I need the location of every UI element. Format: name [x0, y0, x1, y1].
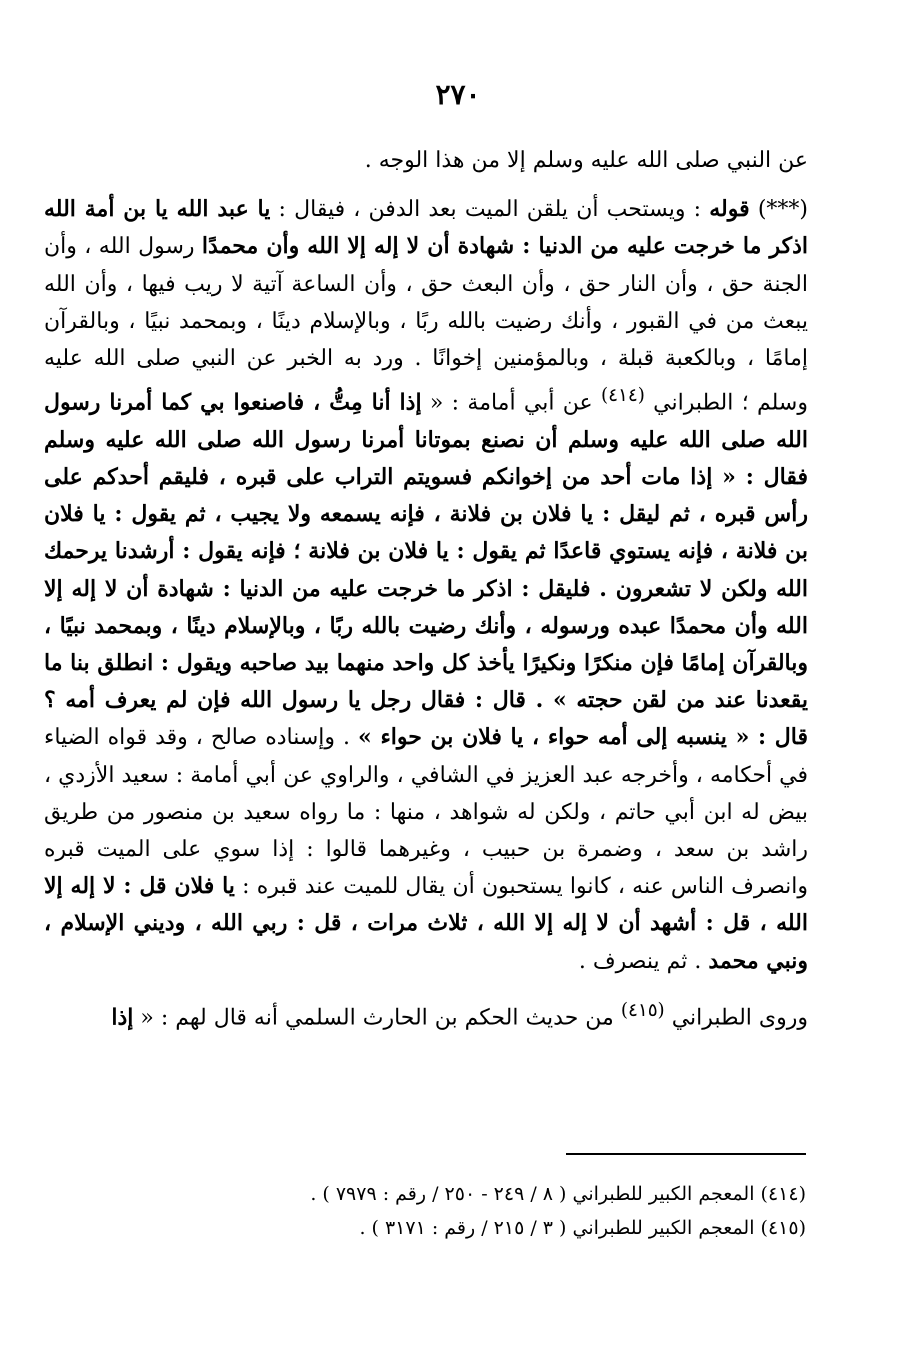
paragraph	[44, 992, 808, 1037]
footnotes	[150, 1177, 806, 1245]
text-run: من حديث الحكم بن الحارث السلمي أنه قال لهم : «	[133, 1005, 621, 1031]
bold-text-run: قوله	[709, 196, 750, 223]
text-run: رسول الله ، وأن الجنة حق ، وأن النار حق ، وأن البعث حق ، وأن الساعة آتية لا ريب فيها ، وأن الله يبعث من في القبور ، وأنك رضيت بالله ربًا ، وبالإسلام دينًا ، وبمحمد نبيًا ، وبالقرآن إمامًا ، وبالكعبة قبلة ، وبالمؤمنين إخوانًا . ورد به الخبر عن النبي صلى الله عليه وسلم ؛ الطبراني	[44, 234, 808, 416]
footnote-reference: (٤١٥)	[620, 999, 665, 1021]
footnote-divider	[566, 1153, 806, 1155]
bold-text-run: إذا	[111, 1004, 134, 1031]
bold-text-run: إذا أنا مِتُّ ، فاصنعوا بي كما أمرنا رسول الله صلى الله عليه وسلم أن نصنع بموتانا أمرنا رسول الله صلى الله عليه وسلم فقال : « إذا مات أحد من إخوانكم فسويتم التراب على قبره ، فليقم أحدكم على رأس قبره ، ثم ليقل : يا فلان بن فلانة ، فإنه يسمعه ولا يجيب ، ثم يقول : يا فلان بن فلانة ، فإنه يستوي قاعدًا ثم يقول : يا فلان بن فلانة ؛ فإنه يقول : أرشدنا يرحمك الله ولكن لا تشعرون . فليقل : اذكر ما خرجت عليه من الدنيا : شهادة أن لا إله إلا الله وأن محمدًا عبده ورسوله ، وأنك رضيت بالله ربًا ، وبالإسلام دينًا ، وبمحمد نبيًا ، وبالقرآن إمامًا فإن منكرًا ونكيرًا يأخذ كل واحد منهما بيد صاحبه ويقول : انطلق بنا ما يقعدنا عند من لقن حجته » . قال : فقال رجل يا رسول الله فإن لم يعرف أمه ؟ قال : « ينسبه إلى أمه حواء ، يا فلان بن حواء »	[44, 389, 808, 751]
footnote-415: (٤١٥) المعجم الكبير للطبراني ( ٣ / ٢١٥ / رقم : ٣١٧١ ) .	[359, 1217, 806, 1239]
text-run: وروى الطبراني	[664, 1005, 808, 1031]
text-run: . وإسناده صالح ، وقد قواه الضياء في أحكامه ، وأخرجه عبد العزيز في الشافي ، والراوي عن أبي أمامة : سعيد الأزدي ، بيض له ابن أبي حاتم ، ولكن له شواهد ، منها : ما رواه سعيد بن منصور من طريق راشد بن سعد ، وضمرة بن حبيب ، وغيرهما قالوا : إذا سوي على الميت قبره وانصرف الناس عنه ، كانوا يستحبون أن يقال للميت عند قبره :	[44, 725, 809, 900]
text-run: . ثم ينصرف .	[578, 948, 709, 974]
text-run: عن النبي صلى الله عليه وسلم إلا من هذا الوجه .	[364, 148, 808, 173]
text-run: (***)	[749, 197, 808, 223]
paragraph	[44, 142, 808, 179]
text-run: عن أبي أمامة : «	[421, 390, 601, 416]
bold-text-run: يا عبد الله يا بن أمة الله اذكر ما خرجت عليه من الدنيا : شهادة أن لا إله إلا الله وأن محمدًا	[44, 196, 808, 260]
text-run: : ويستحب أن يلقن الميت بعد الدفن ، فيقال :	[270, 197, 710, 223]
page-number: ٢٧٠	[435, 78, 481, 111]
footnote-reference: (٤١٤)	[600, 385, 645, 407]
footnote-414: (٤١٤) المعجم الكبير للطبراني ( ٨ / ٢٤٩ - ٢٥٠ / رقم : ٧٩٧٩ ) .	[310, 1183, 806, 1205]
body-text	[44, 142, 808, 1036]
bold-text-run: يا فلان قل : لا إله إلا الله ، قل : أشهد أن لا إله إلا الله ، ثلاث مرات ، قل : ربي الله ، وديني الإسلام ، ونبي محمد	[44, 873, 808, 974]
paragraph	[44, 191, 808, 980]
